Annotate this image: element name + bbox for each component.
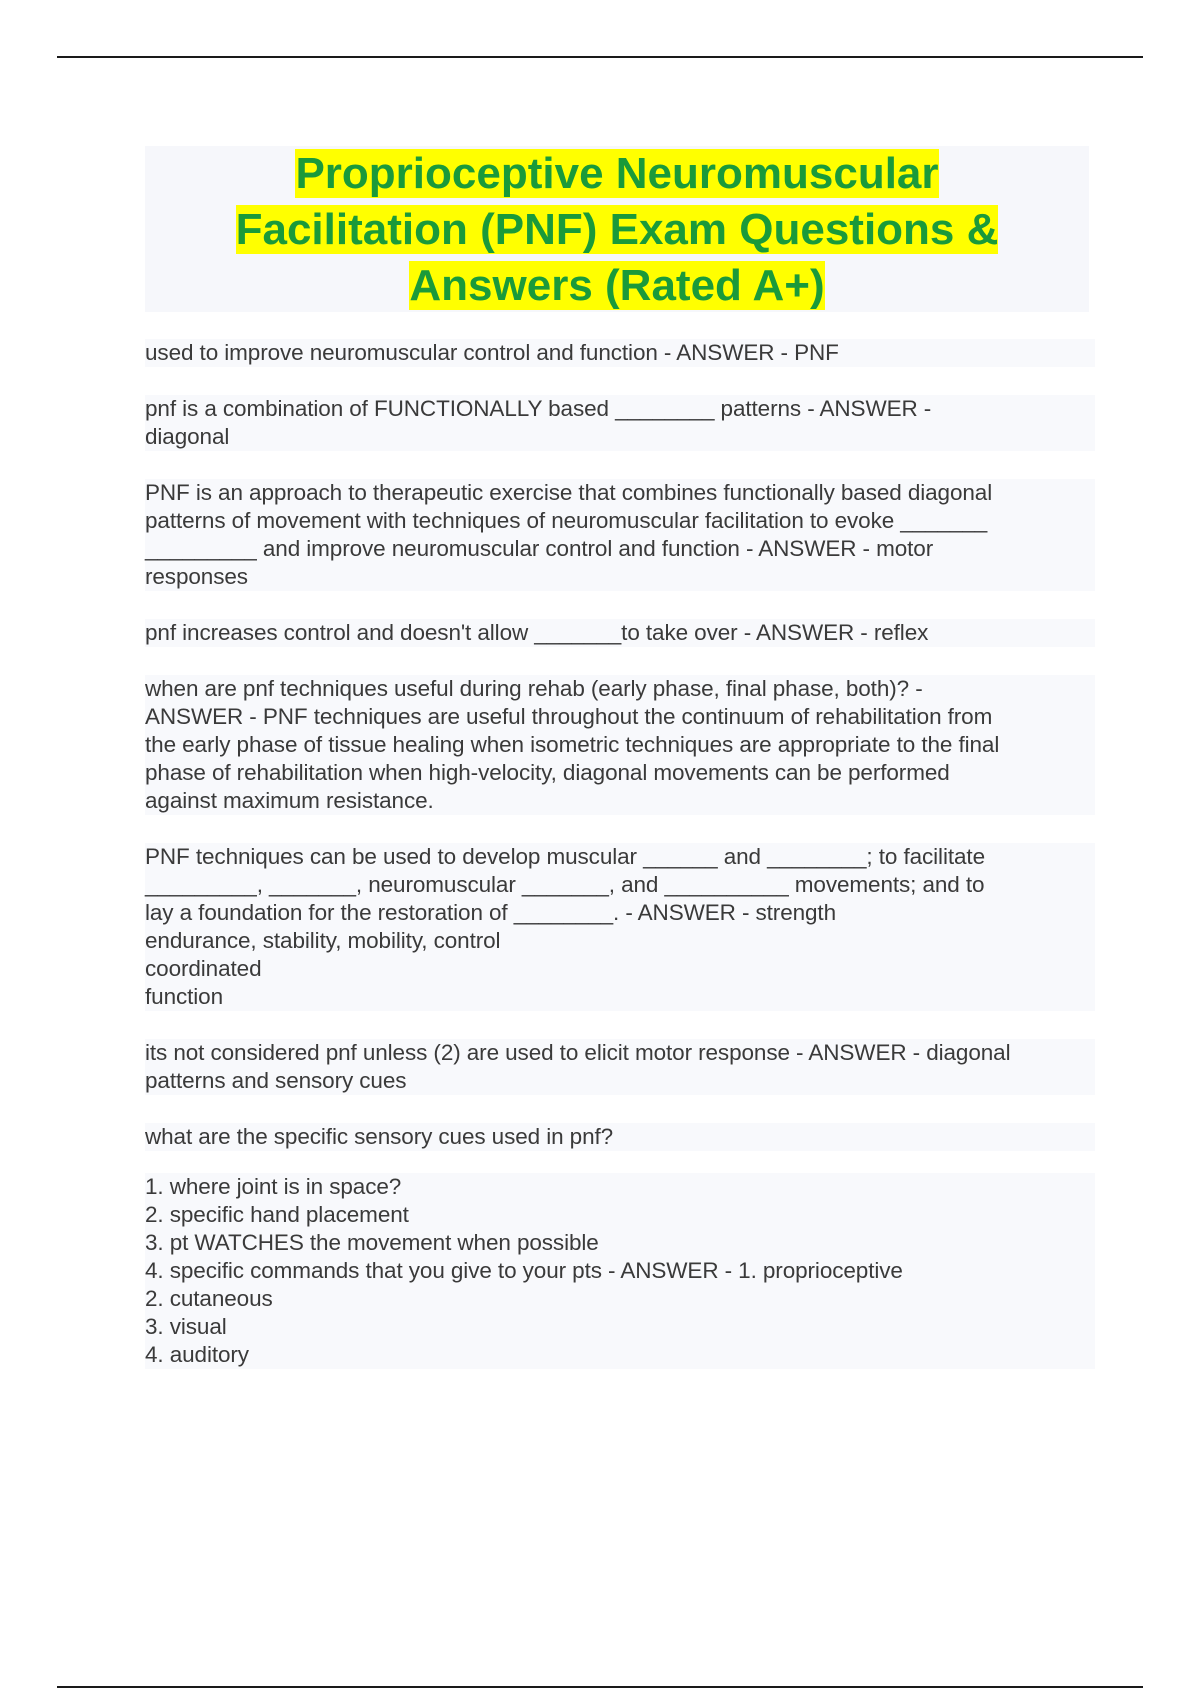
qa-item: what are the specific sensory cues used in pnf?	[145, 1123, 1095, 1151]
title-line-3: Answers (Rated A+)	[409, 261, 825, 310]
title-line-2: Facilitation (PNF) Exam Questions &	[235, 205, 999, 254]
top-rule	[57, 56, 1143, 58]
qa-item: pnf increases control and doesn't allow _______to take over - ANSWER - reflex	[145, 619, 1095, 647]
qa-item: 1. where joint is in space? 2. specific hand placement 3. pt WATCHES the movement when possible 4. specific commands that you give to your pts - ANSWER - 1. proprioceptive 2. cutaneous 3. visual 4. auditory	[145, 1173, 1095, 1369]
qa-item: pnf is a combination of FUNCTIONALLY based ________ patterns - ANSWER - diagonal	[145, 395, 1095, 451]
document-title	[145, 146, 1089, 314]
bottom-rule	[57, 1686, 1143, 1688]
title-line-1: Proprioceptive Neuromuscular	[295, 149, 939, 198]
qa-item: PNF is an approach to therapeutic exercise that combines functionally based diagonal patterns of movement with techniques of neuromuscular facilitation to evoke _______ _________ and improve neuromuscular control and function - ANSWER - motor responses	[145, 479, 1095, 591]
qa-item: used to improve neuromuscular control and function - ANSWER - PNF	[145, 339, 1095, 367]
qa-list	[145, 339, 1095, 1397]
qa-item: PNF techniques can be used to develop muscular ______ and ________; to facilitate _________, _______, neuromuscular _______, and __________ movements; and to lay a foundation for the restoration of ________. - ANSWER - strength endurance, stability, mobility, control coordinated function	[145, 843, 1095, 1011]
qa-item: its not considered pnf unless (2) are used to elicit motor response - ANSWER - diagonal patterns and sensory cues	[145, 1039, 1095, 1095]
title-block	[145, 146, 1089, 312]
qa-item: when are pnf techniques useful during rehab (early phase, final phase, both)? - ANSWER - PNF techniques are useful throughout the continuum of rehabilitation from the early phase of tissue healing when isometric techniques are appropriate to the final phase of rehabilitation when high-velocity, diagonal movements can be performed against maximum resistance.	[145, 675, 1095, 815]
